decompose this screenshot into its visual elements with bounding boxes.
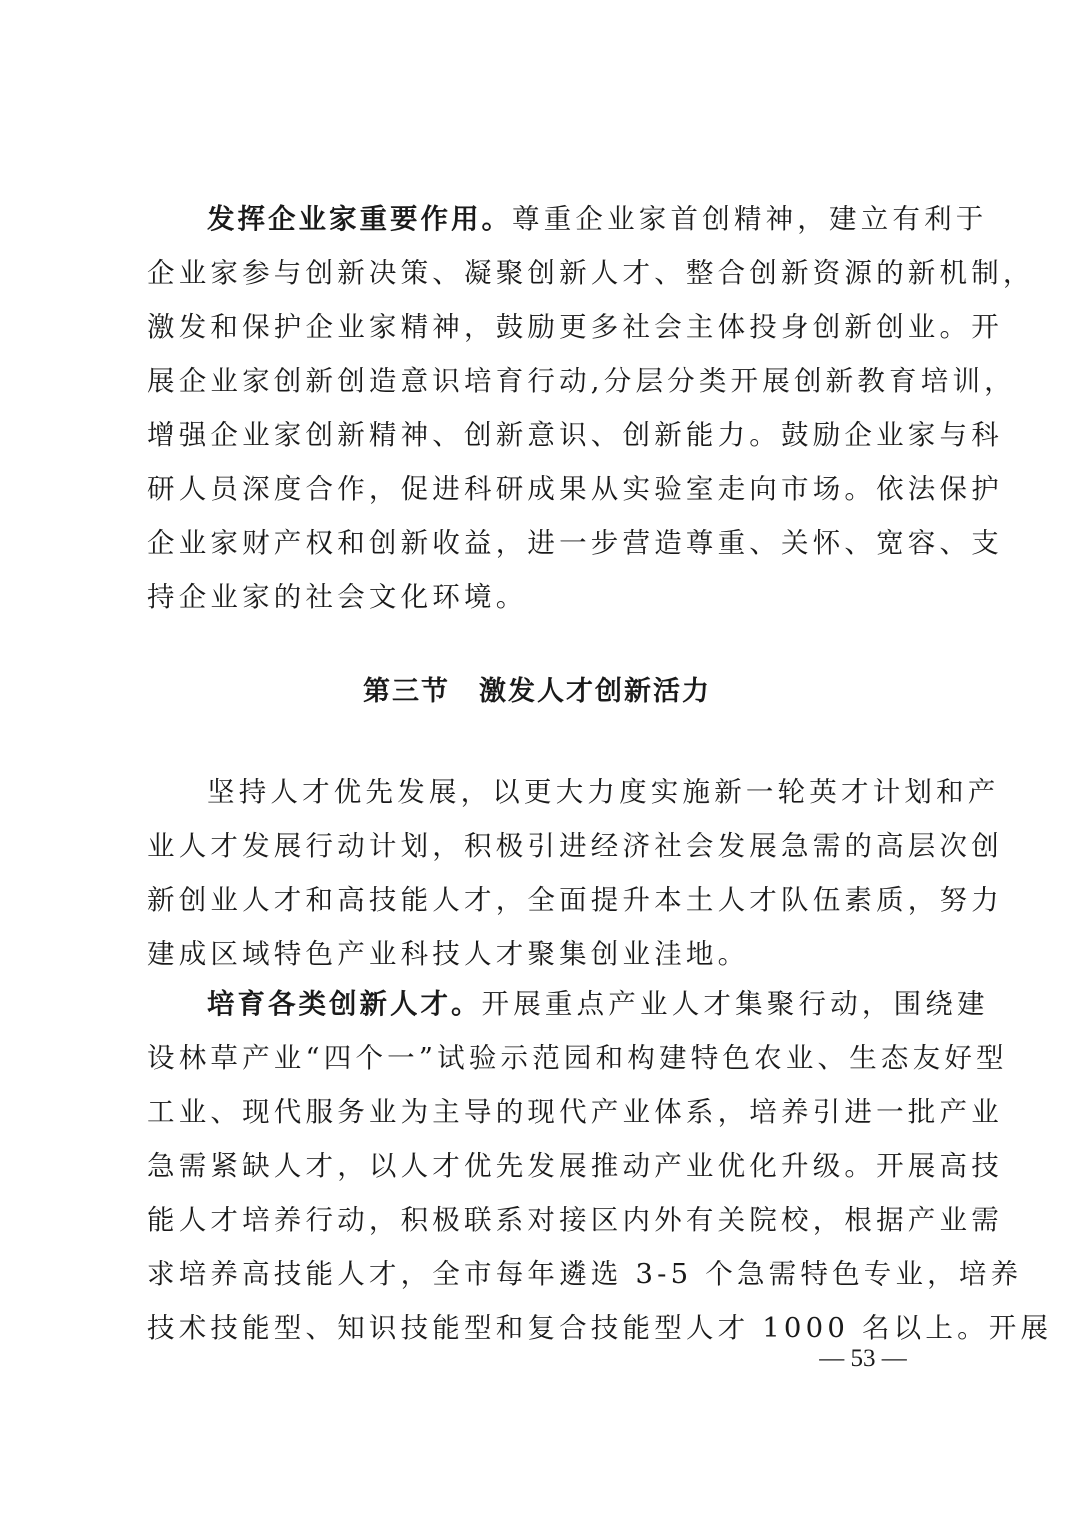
section-heading: 第三节 激发人才创新活力 [363,676,711,707]
page-number: — 53 — [819,1345,907,1372]
paragraph-line: 研人员深度合作，促进科研成果从实验室走向市场。依法保护 [147,473,1003,505]
paragraph-line: 培育各类创新人才。开展重点产业人才集聚行动，围绕建 [207,988,989,1020]
paragraph-line: 坚持人才优先发展，以更大力度实施新一轮英才计划和产 [207,776,1000,808]
paragraph-talent-priority [147,765,1003,981]
paragraph-talent-cultivation [147,977,1053,1355]
paragraph-entrepreneurs [147,192,1035,624]
paragraph-line: 能人才培养行动，积极联系对接区内外有关院校，根据产业需 [147,1204,1003,1236]
paragraph-lead-heading: 培育各类创新人才。 [207,988,482,1020]
paragraph-line: 企业家参与创新决策、凝聚创新人才、整合创新资源的新机制， [147,257,1035,289]
paragraph-line: 展企业家创新创造意识培育行动,分层分类开展创新教育培训， [147,365,1016,397]
paragraph-line: 急需紧缺人才，以人才优先发展推动产业优化升级。开展高技 [147,1150,1003,1182]
paragraph-line: 新创业人才和高技能人才，全面提升本土人才队伍素质，努力 [147,884,1003,916]
paragraph-line: 技术技能型、知识技能型和复合技能型人才 1000 名以上。开展 [147,1312,1053,1344]
paragraph-line: 企业家财产权和创新收益，进一步营造尊重、关怀、宽容、支 [147,527,1003,559]
paragraph-line: 增强企业家创新精神、创新意识、创新能力。鼓励企业家与科 [147,419,1003,451]
paragraph-line: 设林草产业“四个一”试验示范园和构建特色农业、生态友好型 [147,1042,1008,1074]
paragraph-line: 激发和保护企业家精神，鼓励更多社会主体投身创新创业。开 [147,311,1003,343]
paragraph-line: 发挥企业家重要作用。尊重企业家首创精神，建立有利于 [207,203,988,235]
paragraph-line: 建成区域特色产业科技人才聚集创业洼地。 [147,938,750,970]
paragraph-line: 业人才发展行动计划，积极引进经济社会发展急需的高层次创 [147,830,1003,862]
paragraph-lead-heading: 发挥企业家重要作用。 [207,203,512,235]
paragraph-line: 求培养高技能人才，全市每年遴选 3-5 个急需特色专业，培养 [147,1258,1023,1290]
paragraph-line: 工业、现代服务业为主导的现代产业体系，培养引进一批产业 [147,1096,1003,1128]
paragraph-line: 持企业家的社会文化环境。 [147,581,528,613]
